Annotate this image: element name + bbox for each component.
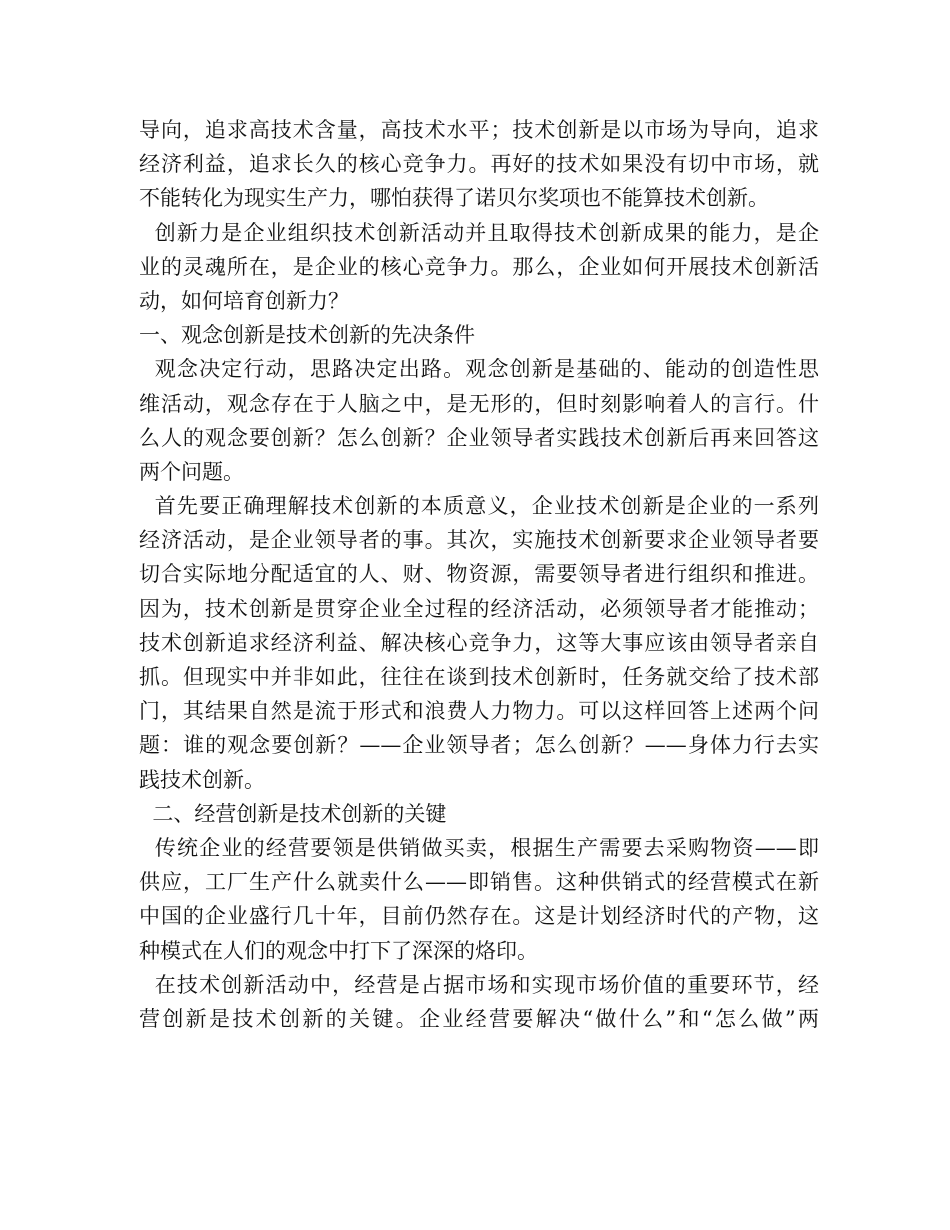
text-line: 传统企业的经营要领是供销做买卖，根据生产需要去采购物资——即	[139, 835, 819, 860]
text-line: 创新力是企业组织技术创新活动并且取得技术创新成果的能力，是企	[139, 220, 819, 245]
text-line: 技术创新追求经济利益、解决核心竞争力，这等大事应该由领导者亲自	[139, 630, 819, 655]
text-line: 因为，技术创新是贯穿企业全过程的经济活动，必须领导者才能推动；	[139, 596, 819, 621]
text-line: 不能转化为现实生产力，哪怕获得了诺贝尔奖项也不能算技术创新。	[139, 186, 769, 211]
text-line: 经济活动，是企业领导者的事。其次，实施技术创新要求企业领导者要	[139, 528, 819, 553]
text-line: 在技术创新活动中，经营是占据市场和实现市场价值的重要环节，经	[139, 972, 819, 997]
text-line: 首先要正确理解技术创新的本质意义，企业技术创新是企业的一系列	[139, 494, 819, 519]
document-body	[139, 113, 819, 1036]
text-line: 抓。但现实中并非如此，往往在谈到技术创新时，任务就交给了技术部	[139, 665, 819, 689]
text-line: 二、经营创新是技术创新的关键	[139, 801, 447, 826]
text-line: 种模式在人们的观念中打下了深深的烙印。	[139, 938, 538, 963]
text-line: 营创新是技术创新的关键。企业经营要解决“做什么”和“怎么做”两	[139, 1006, 819, 1031]
text-line: 维活动，观念存在于人脑之中，是无形的，但时刻影响着人的言行。什	[139, 391, 819, 416]
text-line: 题：谁的观念要创新？——企业领导者；怎么创新？——身体力行去实	[139, 733, 819, 758]
text-line: 践技术创新。	[139, 767, 265, 792]
text-line: 一、观念创新是技术创新的先决条件	[139, 323, 475, 348]
text-line: 门，其结果自然是流于形式和浪费人力物力。可以这样回答上述两个问	[139, 699, 819, 724]
text-line: 么人的观念要创新？怎么创新？企业领导者实践技术创新后再来回答这	[139, 425, 819, 450]
text-line: 观念决定行动，思路决定出路。观念创新是基础的、能动的创造性思	[139, 357, 819, 382]
text-line: 供应，工厂生产什么就卖什么——即销售。这种供销式的经营模式在新	[139, 870, 819, 895]
text-line: 两个问题。	[139, 459, 244, 484]
text-line: 业的灵魂所在，是企业的核心竞争力。那么，企业如何开展技术创新活	[139, 254, 819, 279]
text-line: 中国的企业盛行几十年，目前仍然存在。这是计划经济时代的产物，这	[139, 904, 819, 929]
text-line: 动，如何培育创新力？	[139, 288, 349, 313]
text-line: 切合实际地分配适宜的人、财、物资源，需要领导者进行组织和推进。	[139, 562, 819, 587]
text-line: 经济利益，追求长久的核心竞争力。再好的技术如果没有切中市场，就	[139, 152, 819, 177]
text-line: 导向，追求高技术含量，高技术水平；技术创新是以市场为导向，追求	[139, 118, 819, 142]
